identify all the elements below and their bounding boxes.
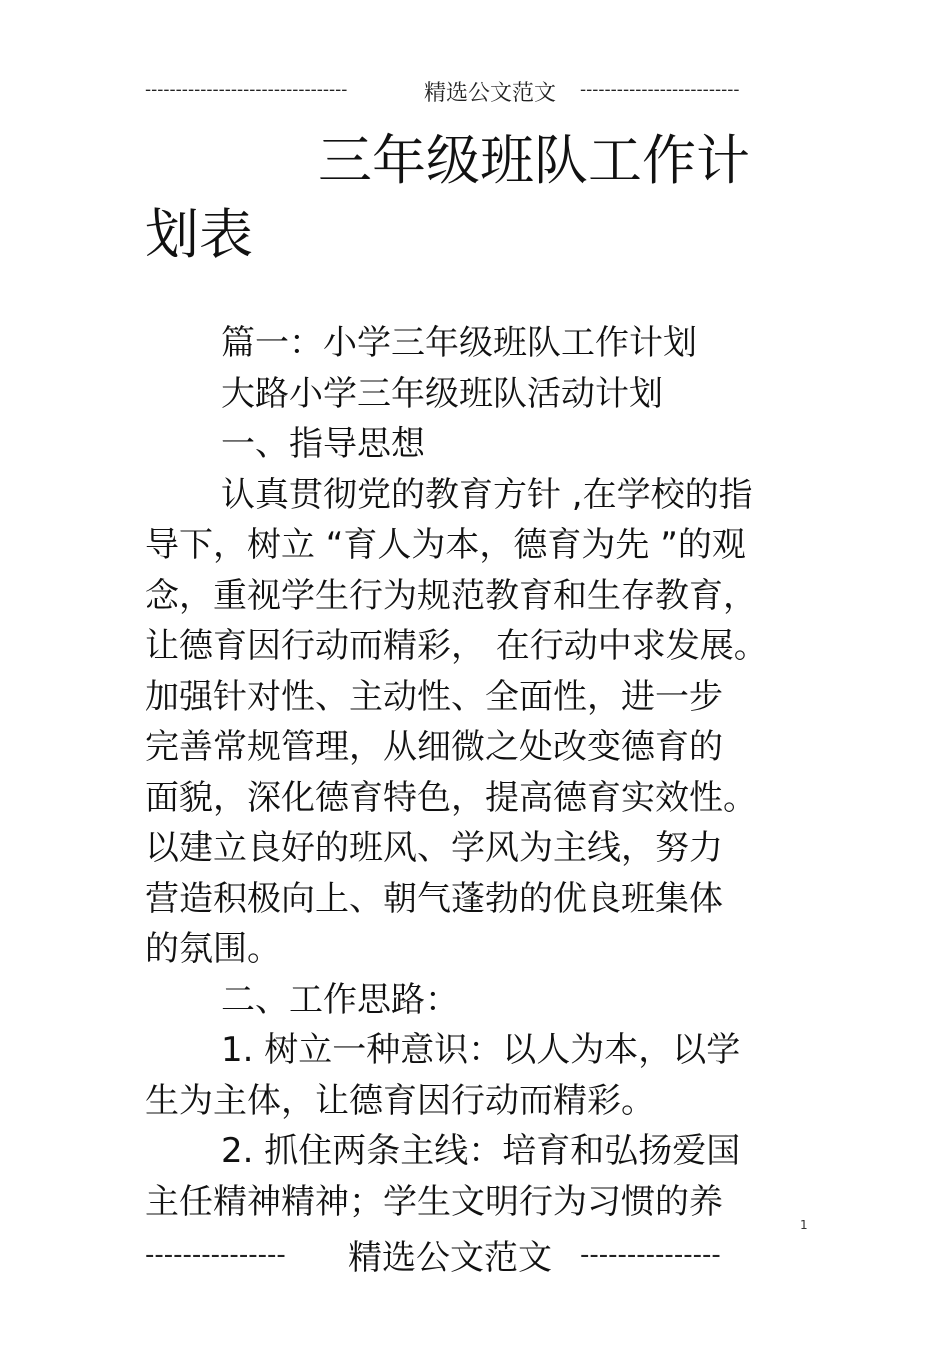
footer-dashes-left: ---------------	[145, 1240, 286, 1270]
section-heading: 一、指导思想	[221, 424, 425, 464]
paragraph-line: 2. 抓住两条主线：培育和弘扬爱国	[221, 1131, 741, 1171]
header-dashes-right: --------------------------	[580, 80, 740, 100]
page-number: 1	[800, 1218, 808, 1232]
paragraph-line: 篇一：小学三年级班队工作计划	[221, 323, 697, 363]
footer-label: 精选公文范文	[348, 1238, 552, 1278]
paragraph-line: 导下，树立 “育人为本，德育为先 ”的观	[145, 525, 746, 565]
page-header	[0, 76, 950, 106]
paragraph-line: 念，重视学生行为规范教育和生存教育，	[145, 575, 757, 616]
paragraph-line: 大路小学三年级班队活动计划	[221, 373, 663, 414]
paragraph-line: 认真贯彻党的教育方针 ,在学校的指	[221, 474, 753, 515]
document-body	[145, 318, 805, 1227]
section-heading: 二、工作思路：	[221, 979, 459, 1020]
title-line-2: 划表	[145, 203, 253, 266]
title-line-1: 三年级班队工作计	[318, 129, 750, 192]
paragraph-line: 让德育因行动而精彩， 在行动中求发展。	[145, 626, 768, 666]
header-label: 精选公文范文	[424, 81, 557, 106]
paragraph-line: 主任精神精神；学生文明行为习惯的养	[145, 1181, 723, 1222]
paragraph-line: 加强针对性、主动性、全面性，进一步	[145, 676, 723, 717]
paragraph-line: 营造积极向上、朝气蓬勃的优良班集体	[145, 878, 723, 919]
paragraph-line: 1. 树立一种意识：以人为本，以学	[221, 1030, 741, 1070]
paragraph-line: 面貌，深化德育特色，提高德育实效性。	[145, 777, 757, 818]
paragraph-line: 生为主体，让德育因行动而精彩。	[145, 1080, 655, 1121]
paragraph-line: 完善常规管理，从细微之处改变德育的	[145, 727, 723, 767]
header-dashes-left: ---------------------------------	[145, 80, 348, 100]
footer-dashes-right: ---------------	[580, 1240, 721, 1270]
paragraph-line: 的氛围。	[145, 929, 281, 969]
page-footer	[0, 1226, 950, 1276]
paragraph-line: 以建立良好的班风、学风为主线，努力	[145, 828, 723, 868]
